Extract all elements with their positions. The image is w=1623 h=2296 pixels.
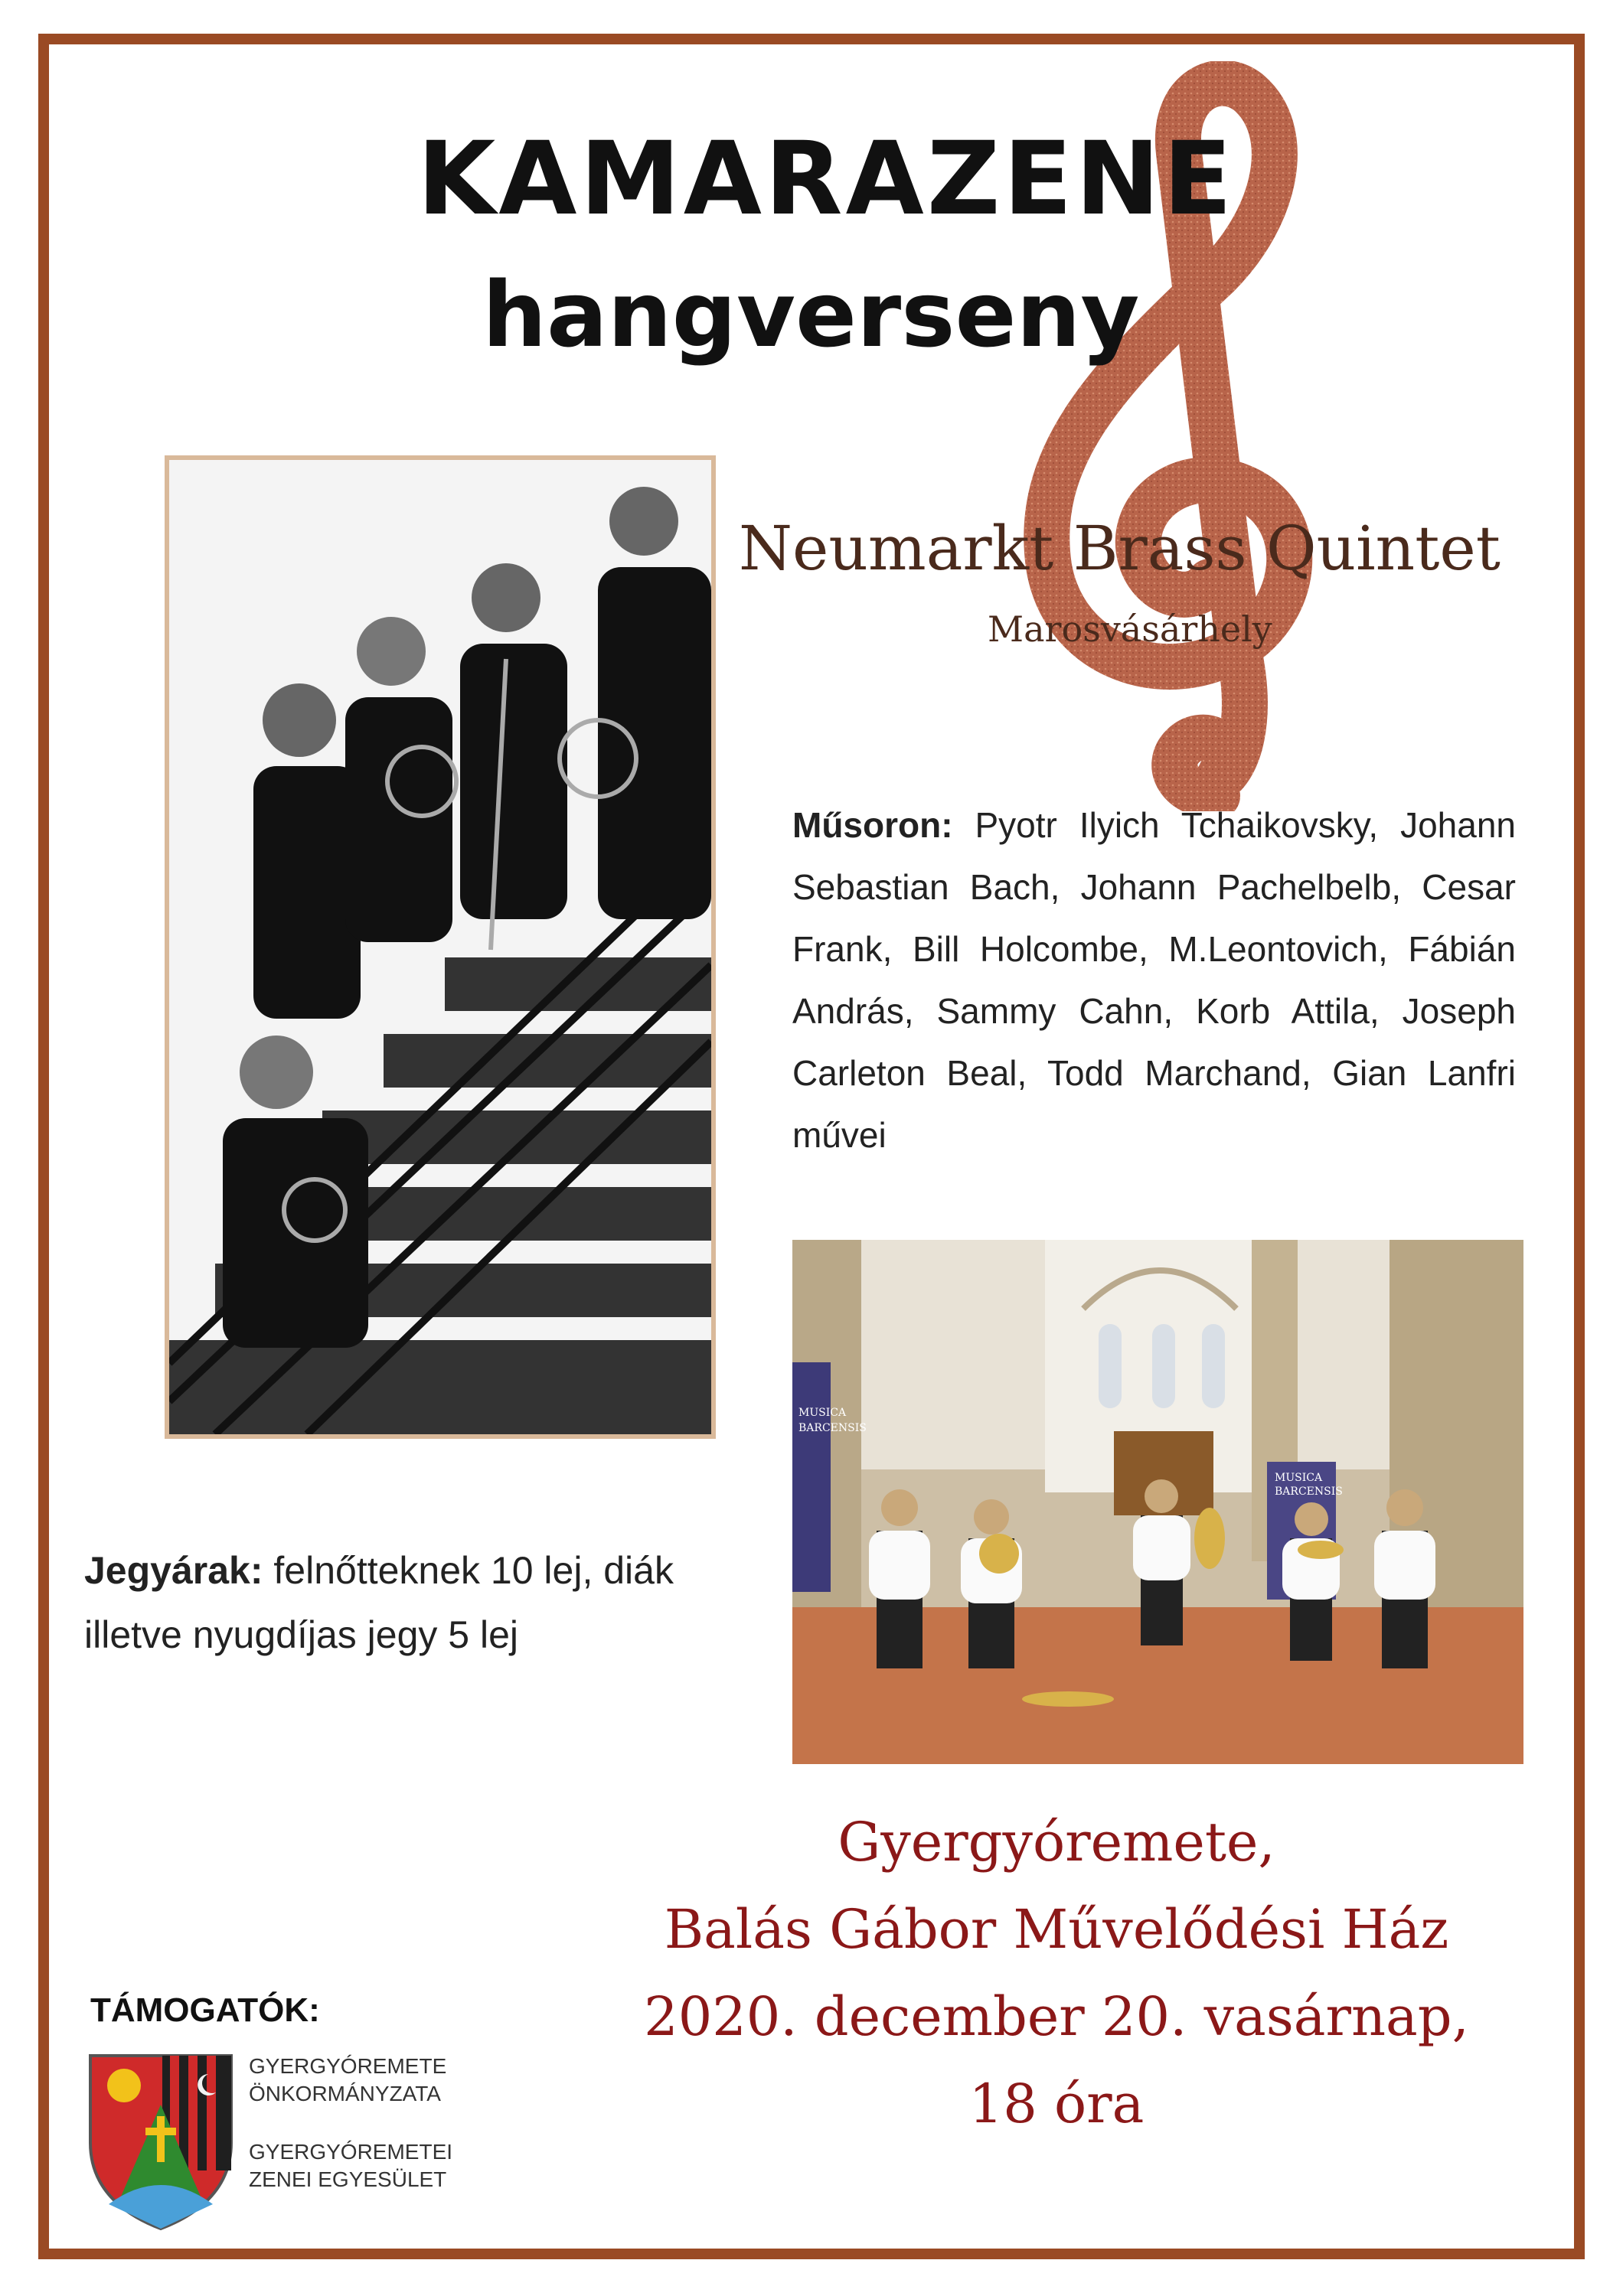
venue-info bbox=[536, 1799, 1577, 2148]
sponsor-2-line1: GYERGYÓREMETEI bbox=[249, 2140, 453, 2164]
sponsors-title: TÁMOGATÓK: bbox=[90, 1991, 320, 2029]
performer-name: Neumarkt Brass Quintet bbox=[739, 513, 1501, 584]
venue-line2: Balás Gábor Művelődési Ház bbox=[664, 1898, 1449, 1961]
banner-text-3: MUSICA bbox=[1275, 1472, 1323, 1484]
sponsor-1-line1: GYERGYÓREMETE bbox=[249, 2054, 447, 2078]
venue-line3: 2020. december 20. vasárnap, bbox=[644, 1985, 1469, 2048]
band-photo-stairs bbox=[165, 455, 716, 1439]
sponsor-1 bbox=[249, 2053, 509, 2108]
tickets-label: Jegyárak: bbox=[84, 1549, 263, 1592]
sponsor-2-line2: ZENEI EGYESÜLET bbox=[249, 2167, 447, 2191]
performer-city: Marosvásárhely bbox=[988, 608, 1272, 650]
sponsor-1-line2: ÖNKORMÁNYZATA bbox=[249, 2082, 441, 2105]
sponsor-2 bbox=[249, 2138, 509, 2193]
venue-line1: Gyergyóremete, bbox=[838, 1811, 1275, 1874]
banner-text-1: MUSICA bbox=[798, 1407, 847, 1419]
venue-line4: 18 óra bbox=[968, 2073, 1145, 2135]
banner-text-2: BARCENSIS bbox=[798, 1422, 867, 1434]
program-label: Műsoron: bbox=[792, 805, 953, 845]
coat-of-arms-icon bbox=[86, 2051, 236, 2232]
tickets-text: felnőtteknek 10 lej, diák illetve nyugdíjas jegy 5 lej bbox=[84, 1549, 674, 1656]
program-list: Pyotr Ilyich Tchaikovsky, Johann Sebastian Bach, Johann Pachelbelb, Cesar Frank, Bill Holcombe, M.Leontovich, Fábián András, Sammy Cahn, Korb Attila, Joseph Carleton Beal, Todd Marchand, Gian Lanfri művei bbox=[792, 805, 1516, 1155]
poster-title-line2: hangverseny bbox=[482, 262, 1140, 367]
concert-photo-church bbox=[792, 1240, 1523, 1764]
banner-text-4: BARCENSIS bbox=[1275, 1486, 1343, 1498]
ticket-prices bbox=[84, 1538, 735, 1667]
program-text bbox=[792, 794, 1516, 1166]
poster-title-line1: KAMARAZENE bbox=[417, 120, 1236, 238]
